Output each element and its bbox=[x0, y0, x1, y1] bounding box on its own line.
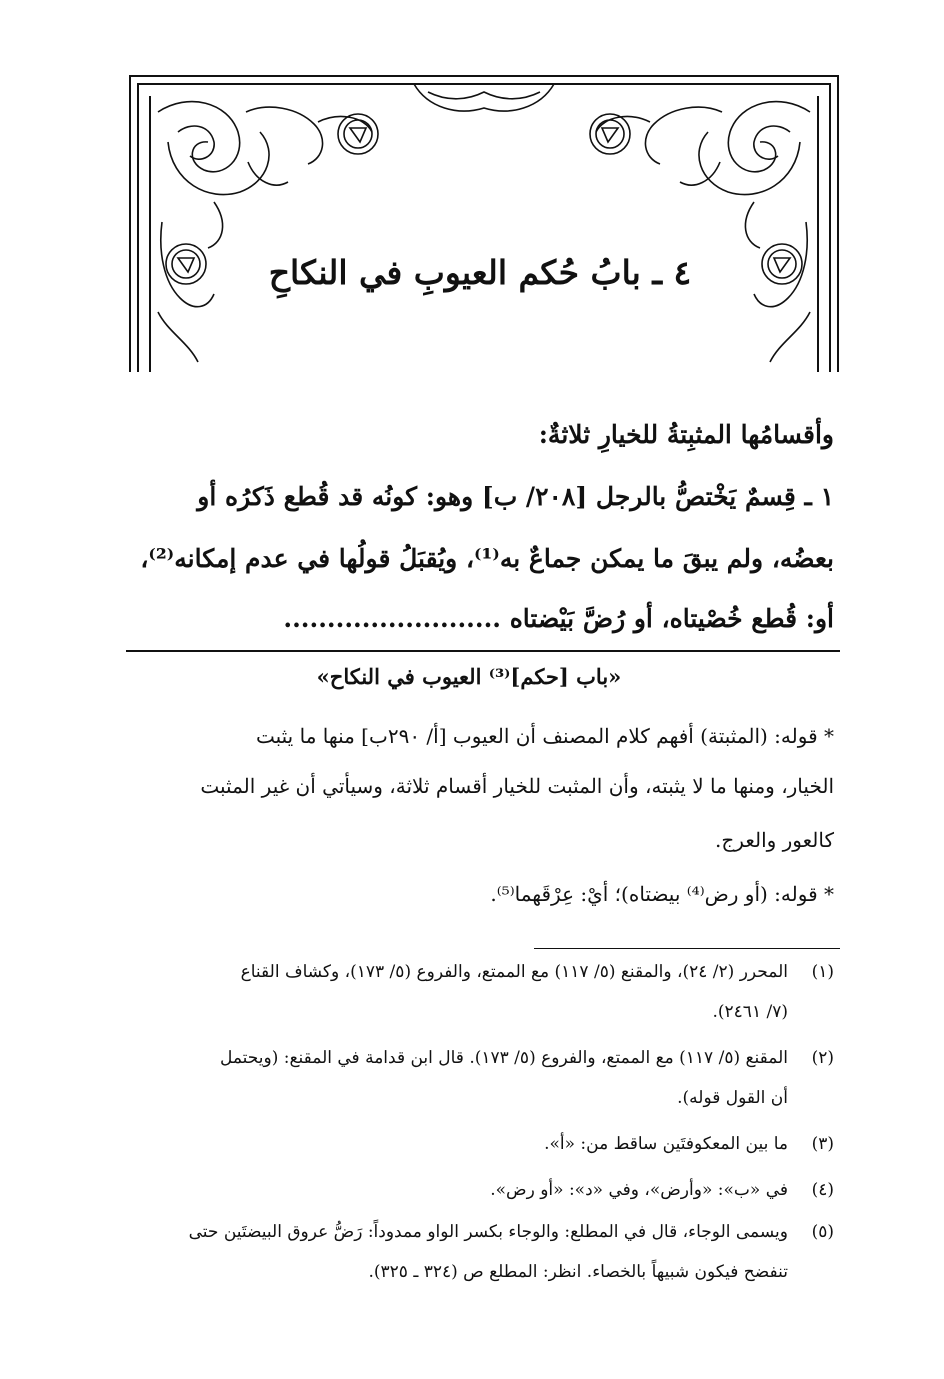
main-text-line: وأقسامُها المثبِتةُ للخيارِ ثلاثةٌ: bbox=[538, 420, 834, 449]
footnote-number: (١) bbox=[811, 962, 834, 982]
commentary-line: كالعور والعرج. bbox=[715, 828, 834, 852]
right-corner-scroll-icon bbox=[590, 102, 810, 362]
main-text-line: أو: قُطع خُصْيتاه، أو رُضَّ بَيْضتاه bbox=[509, 604, 834, 633]
footnote-text: أن القول قوله). bbox=[677, 1088, 788, 1108]
center-top-scroll-icon bbox=[414, 84, 554, 111]
trailing-dots: ......................... bbox=[283, 604, 501, 633]
commentary-line: الخيار، ومنها ما لا يثبته، وأن المثبت للخيار أقسام ثلاثة، وسيأتي أن غير المثبت bbox=[200, 774, 834, 798]
footnote-number: (٥) bbox=[811, 1222, 834, 1242]
footnote-number: (٤) bbox=[811, 1180, 834, 1200]
main-text-line: ١ ـ قِسمٌ يَخْتصُّ بالرجل [٢٠٨/ ب] وهو: كونُه قد قُطع ذَكرُه أو bbox=[197, 482, 834, 511]
footnote-text: تنفضح فيكون شبيهاً بالخصاء. انظر: المطلع ص (٣٢٤ ـ ٣٢٥). bbox=[368, 1262, 788, 1282]
chapter-ornament-frame bbox=[128, 72, 840, 378]
left-corner-scroll-icon bbox=[158, 102, 378, 362]
commentary-line: * قوله: (أو رض⁽⁴⁾ بيضتاه)؛ أيْ: عِرْقَهما⁽⁵⁾. bbox=[490, 882, 834, 906]
commentary-heading: «باب [حكم]⁽³⁾ العيوب في النكاح» bbox=[316, 664, 622, 689]
footnote-number: (٢) bbox=[811, 1048, 834, 1068]
footnote-text: المحرر (٢/ ٢٤)، والمقنع (٥/ ١١٧) مع الممتع، والفروع (٥/ ١٧٣)، وكشاف القناع bbox=[240, 962, 788, 982]
footnote-number: (٣) bbox=[811, 1134, 834, 1154]
footnote-divider bbox=[534, 948, 840, 949]
main-text-line: بعضُه، ولم يبقَ ما يمكن جماعٌ به⁽¹⁾، ويُقبَلُ قولُها في عدم إمكانه⁽²⁾، bbox=[140, 544, 834, 573]
footnote-text: في «ب»: «وأرض»، وفي «د»: «أو رض». bbox=[490, 1180, 788, 1200]
footnote-text: المقنع (٥/ ١١٧) مع الممتع، والفروع (٥/ ١٧٣). قال ابن قدامة في المقنع: (ويحتمل bbox=[219, 1048, 788, 1068]
ornament-border-svg bbox=[128, 72, 840, 378]
chapter-title: ٤ ـ بابُ حُكم العيوبِ في النكاحِ bbox=[268, 253, 692, 292]
main-text-line-with-dots bbox=[283, 604, 834, 633]
commentary-line: * قوله: (المثبتة) أفهم كلام المصنف أن العيوب [أ/ ٢٩٠ب] منها ما يثبت bbox=[255, 724, 834, 748]
footnote-text: (٧/ ٢٤٦١). bbox=[712, 1002, 788, 1022]
footnote-text: ويسمى الوجاء، قال في المطلع: والوجاء بكسر الواو ممدوداً: رَضُّ عروق البيضتَين حتى bbox=[188, 1222, 788, 1242]
section-divider bbox=[126, 650, 840, 652]
footnote-text: ما بين المعكوفتَين ساقط من: «أ». bbox=[544, 1134, 788, 1154]
